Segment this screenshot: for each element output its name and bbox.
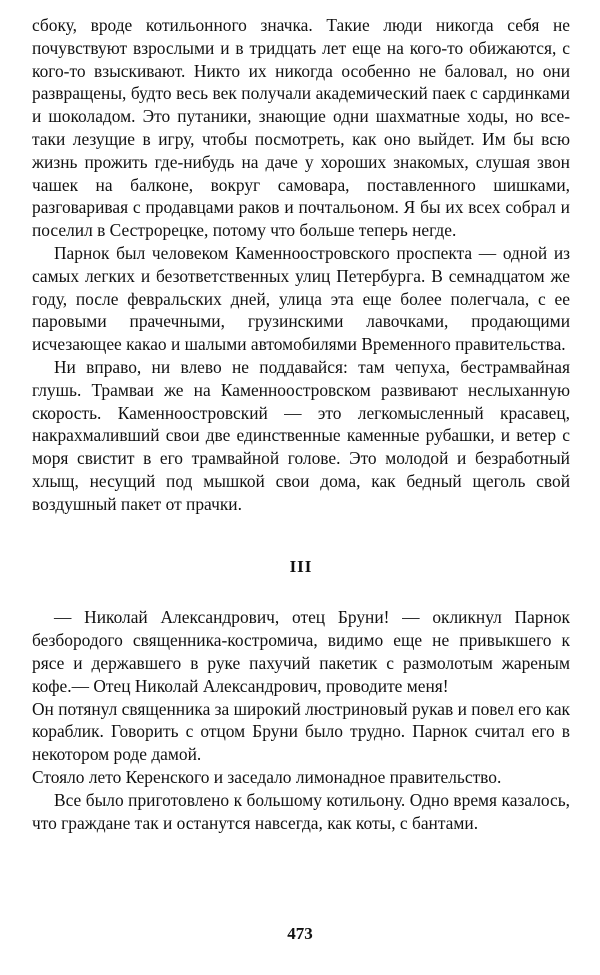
page-number: 473 [287, 924, 313, 943]
paragraph-4: — Николай Александрович, отец Бруни! — окликнул Парнок безбородого священника-костромича, видимо еще не привыкшего к рясе и державшего в руке пахучий пакетик с размолотым жареным кофе.— Отец Николай Александрович, проводите меня! [32, 607, 570, 696]
paragraph-7: Все было приготовлено к большому котильону. Одно время казалось, что граждане так и останутся навсегда, как коты, с бантами. [32, 789, 570, 833]
paragraph-1: сбоку, вроде котильонного значка. Такие люди никогда себя не почувствуют взрослыми и в тридцать лет еще на кого-то обижаются, с кого-то взыскивают. Никто их никогда особенно не баловал, но они развращены, будто весь век получали академический паек с сардинками и шоколадом. Это путаники, знающие одни шахматные ходы, но все-таки лезущие в игру, чтобы посмотреть, как оно выйдет. Им бы всю жизнь прожить где-нибудь на даче у хороших знакомых, слушая звон чашек на балконе, вокруг самовара, поставленного шишками, разговаривая с продавцами раков и почтальоном. Я бы их всех собрал и поселил в Сестрорецке, потому что больше теперь негде. [32, 15, 570, 241]
section-heading: III [289, 556, 313, 576]
page-body [32, 14, 570, 834]
paragraph-2: Парнок был человеком Каменноостровского проспекта — одной из самых легких и безответственных улиц Петербурга. В семнадцатом же году, после февральских дней, улица эта еще более полегчала, с ее паровыми прачечными, грузинскими лавочками, продающими исчезающее какао и шалыми автомобилями Временного правительства. [32, 242, 570, 355]
paragraph-6: Стояло лето Керенского и заседало лимонадное правительство. [32, 766, 502, 787]
paragraph-3: Ни вправо, ни влево не поддавайся: там чепуха, бестрамвайная глушь. Трамваи же на Каменноостровском развивают неслыханную скорость. Каменноостровский — это легкомысленный красавец, накрахмаливший свои две единственные каменные рубашки, и ветер с моря свистит в его трамвайной голове. Это молодой и безработный хлыщ, несущий под мышкой свои дома, как бедный щеголь свой воздушный пакет от прачки. [32, 356, 570, 514]
paragraph-5: Он потянул священника за широкий люстриновый рукав и повел его как кораблик. Говорить с отцом Бруни было трудно. Парнок считал его в некотором роде дамой. [32, 698, 570, 765]
